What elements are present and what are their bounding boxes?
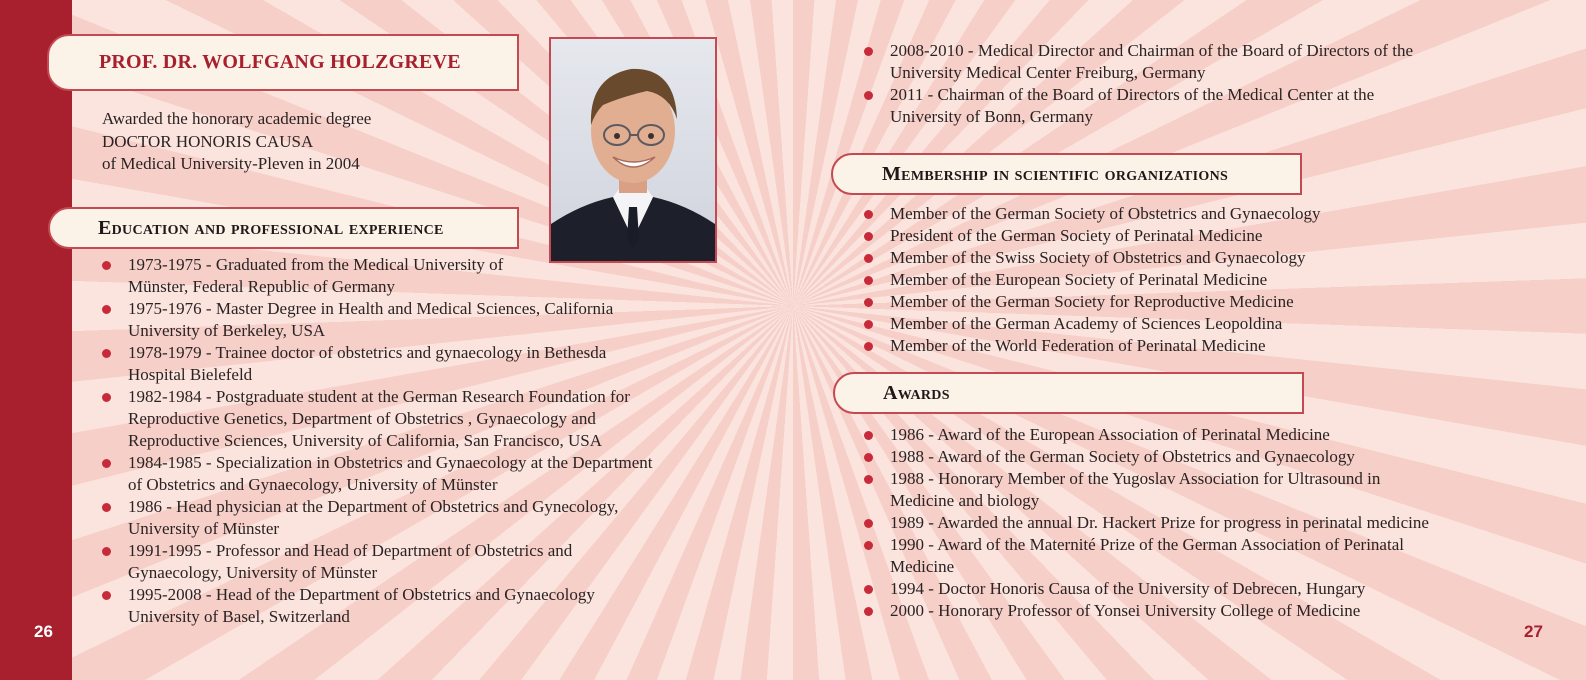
intro-line: DOCTOR HONORIS CAUSA bbox=[102, 131, 314, 151]
list-item-line: 2011 - Chairman of the Board of Directors of the Medical Center at the bbox=[890, 85, 1375, 104]
list-item-line: Reproductive Genetics, Department of Obstetrics , Gynaecology and bbox=[128, 409, 596, 428]
list-item-line: University of Berkeley, USA bbox=[128, 321, 326, 340]
list-item-line: 1975-1976 - Master Degree in Health and Medical Sciences, California bbox=[128, 299, 614, 318]
list-item-line: Gynaecology, University of Münster bbox=[128, 563, 378, 582]
list-item-line: University Medical Center Freiburg, Germany bbox=[890, 63, 1206, 82]
list-item-line: Member of the European Society of Perinatal Medicine bbox=[890, 270, 1268, 289]
membership-heading-box bbox=[831, 153, 1302, 195]
intro-line: Awarded the honorary academic degree bbox=[102, 109, 372, 128]
list-item bbox=[864, 534, 1564, 578]
list-item-line: Medicine and biology bbox=[890, 491, 1040, 510]
list-item-line: Medicine bbox=[890, 557, 955, 576]
list-item-line: 1973-1975 - Graduated from the Medical University of bbox=[128, 255, 504, 274]
list-item-line: 1986 - Head physician at the Department of Obstetrics and Gynecology, bbox=[128, 497, 619, 516]
list-item bbox=[864, 203, 1564, 225]
list-item bbox=[102, 254, 742, 298]
list-item-line: University of Basel, Switzerland bbox=[128, 607, 350, 626]
list-item-line: University of Münster bbox=[128, 519, 280, 538]
section-title-awards: Awards bbox=[883, 381, 950, 404]
section-title-membership: Membership in scientific organizations bbox=[882, 162, 1229, 185]
list-item bbox=[864, 40, 1564, 84]
section-title-education: Education and professional experience bbox=[98, 216, 444, 239]
list-item bbox=[864, 225, 1564, 247]
list-item bbox=[864, 291, 1564, 313]
list-item-line: Hospital Bielefeld bbox=[128, 365, 253, 384]
list-item-line: 1988 - Honorary Member of the Yugoslav Association for Ultrasound in bbox=[890, 469, 1381, 488]
awards-heading-box bbox=[833, 372, 1304, 414]
list-item bbox=[102, 386, 742, 452]
list-item bbox=[102, 584, 742, 628]
list-item bbox=[102, 540, 742, 584]
list-item-line: Member of the World Federation of Perinatal Medicine bbox=[890, 336, 1266, 355]
list-item-line: Member of the German Society of Obstetrics and Gynaecology bbox=[890, 204, 1321, 223]
name-heading-box bbox=[47, 34, 519, 91]
page-number-right: 27 bbox=[1524, 622, 1543, 641]
list-item-line: of Obstetrics and Gynaecology, University of Münster bbox=[128, 475, 498, 494]
list-item-line: Member of the Swiss Society of Obstetrics and Gynaecology bbox=[890, 248, 1306, 267]
page-title: PROF. DR. WOLFGANG HOLZGREVE bbox=[99, 51, 461, 73]
list-item-line: Reproductive Sciences, University of California, San Francisco, USA bbox=[128, 431, 603, 450]
list-item-line: 1982-1984 - Postgraduate student at the German Research Foundation for bbox=[128, 387, 630, 406]
awards-list bbox=[864, 424, 1564, 622]
list-item bbox=[102, 298, 742, 342]
list-item bbox=[864, 84, 1564, 128]
list-item bbox=[864, 269, 1564, 291]
list-item bbox=[864, 247, 1564, 269]
education-heading-box bbox=[48, 207, 519, 249]
list-item-line: Member of the German Society for Reproductive Medicine bbox=[890, 292, 1294, 311]
list-item bbox=[864, 424, 1564, 446]
intro-line: of Medical University-Pleven in 2004 bbox=[102, 154, 360, 173]
list-item bbox=[864, 578, 1564, 600]
experience-continued-list bbox=[864, 40, 1564, 128]
list-item-line: Münster, Federal Republic of Germany bbox=[128, 277, 395, 296]
list-item bbox=[102, 342, 742, 386]
honorary-degree-intro bbox=[102, 108, 371, 176]
list-item-line: 1989 - Awarded the annual Dr. Hackert Prize for progress in perinatal medicine bbox=[890, 513, 1429, 532]
list-item bbox=[102, 452, 742, 496]
left-sidebar-band bbox=[0, 0, 72, 680]
list-item bbox=[864, 313, 1564, 335]
list-item bbox=[864, 335, 1564, 357]
portrait-photo bbox=[549, 37, 717, 263]
list-item bbox=[864, 446, 1564, 468]
list-item-line: University of Bonn, Germany bbox=[890, 107, 1094, 126]
list-item bbox=[102, 496, 742, 540]
list-item-line: 1995-2008 - Head of the Department of Obstetrics and Gynaecology bbox=[128, 585, 595, 604]
list-item-line: 2000 - Honorary Professor of Yonsei University College of Medicine bbox=[890, 601, 1361, 620]
list-item-line: 1988 - Award of the German Society of Obstetrics and Gynaecology bbox=[890, 447, 1355, 466]
list-item-line: 2008-2010 - Medical Director and Chairman of the Board of Directors of the bbox=[890, 41, 1414, 60]
list-item-line: 1978-1979 - Trainee doctor of obstetrics and gynaecology in Bethesda bbox=[128, 343, 607, 362]
list-item-line: 1984-1985 - Specialization in Obstetrics and Gynaecology at the Department bbox=[128, 453, 653, 472]
list-item-line: Member of the German Academy of Sciences Leopoldina bbox=[890, 314, 1283, 333]
list-item bbox=[864, 512, 1564, 534]
portrait-illustration bbox=[551, 39, 715, 261]
list-item-line: 1994 - Doctor Honoris Causa of the University of Debrecen, Hungary bbox=[890, 579, 1366, 598]
education-list bbox=[102, 254, 742, 628]
list-item-line: 1991-1995 - Professor and Head of Department of Obstetrics and bbox=[128, 541, 573, 560]
list-item-line: 1986 - Award of the European Association of Perinatal Medicine bbox=[890, 425, 1330, 444]
list-item bbox=[864, 600, 1564, 622]
list-item-line: President of the German Society of Perinatal Medicine bbox=[890, 226, 1263, 245]
page-number-left: 26 bbox=[34, 622, 53, 641]
list-item-line: 1990 - Award of the Maternité Prize of the German Association of Perinatal bbox=[890, 535, 1404, 554]
list-item bbox=[864, 468, 1564, 512]
membership-list bbox=[864, 203, 1564, 357]
